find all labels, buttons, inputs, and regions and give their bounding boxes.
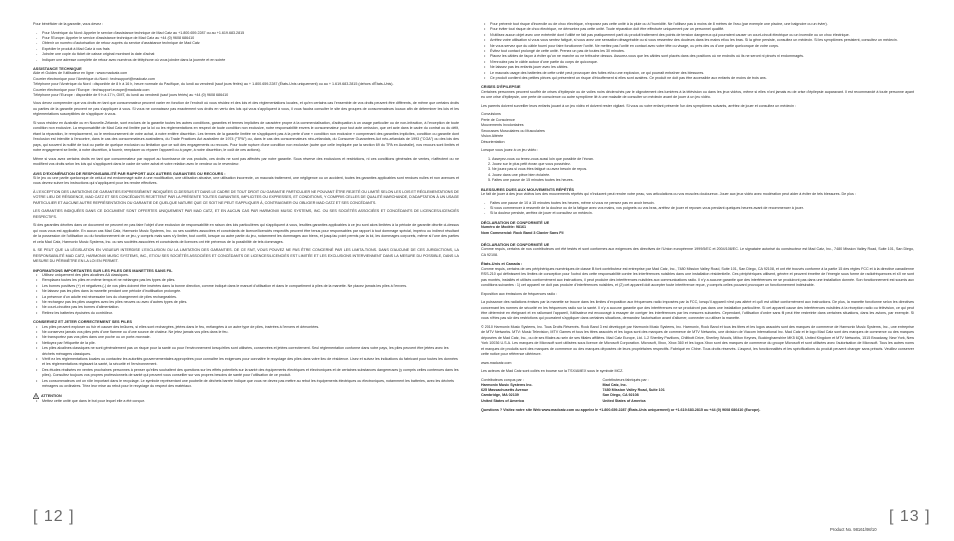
assist-line: Courrier électronique pour l'Europe : techsupport.europe@madcatz.com <box>33 87 150 92</box>
disclaimer-paragraphs <box>33 176 459 264</box>
epilepsy-paragraphs <box>481 90 914 109</box>
questions-line: Questions ? Visitez notre site Web www.madcatz.com ou appelez le +1.800.659.2287 (États-Unis uniquement) or +1.619.683.2815 ou +44 (0) 9608 686410 (Europe). <box>481 407 761 412</box>
list-item: • Évitez tout contact prolongé de cette unité. Prenez un pas de toutes les 30 minutes. <box>490 49 914 54</box>
rsi-list <box>481 201 914 217</box>
epilepsy-title: CRISES D'ÉPILEPSIE <box>481 84 521 90</box>
address-line: 625 Massachusetts Avenue <box>481 388 529 393</box>
list-item: • Ne court-circuitez pas les bornes d'alimentation. <box>42 305 459 310</box>
list-item: • Vérifi ez les réglementations locales ou contactez les autorités gouvernementales appropriées pour connaître les exigences pour connaître le recyclage des piles dans votre lieu de résidence. Lisez et suivez les indications du fabricant pour toutes les données et les réglementations régissant la santé, la sécurité et l'environnement. <box>42 357 459 368</box>
list-item: - Obtenir un numéro d'autorisation de retour auprès du service d'assistance technique de Mad Catz <box>42 41 459 46</box>
address-line: United States of America <box>602 398 646 403</box>
battery-storage-list <box>33 325 459 390</box>
address-line: Harmonix Music Systems Inc. <box>481 383 533 388</box>
symptom-item: Mouvements Involontaires <box>481 123 524 128</box>
paragraph: Même si vous avez certains droits en tant que consommateur par rapport au fournisseur de vos produits, ces droits ne sont pas affectés par notre garantie. Sous réserve des exclusions et restrictions, ni ces conditions générales de ventes, n'affectent ou ne modifient vos droits selon les lois qui s'appliquent dans le cadre de votre achat et votre relation avec le vendeur ou le revendeur. <box>33 156 459 166</box>
list-item: 1. Asseyez-vous ou tenez-vous aussi loin que possible de l'écran. <box>492 157 914 162</box>
list-item: • Placez les câbles de façon à éviter qu'on ne marche ou ne trébuche dessus. Assurez-vous que les câbles sont placés dans des positions où ne endroits où ils ne seront ni pincés ni endommagés. <box>490 54 914 59</box>
list-item: • Arrêtez votre utilisation si vous vous sentez fatigué, si vous avez une sensation désagréable ou si vous ressentez des douleurs dans les mains et/ou les bras. Si la gêne persiste, consultez un médecin. Si les symptômes persistent, consultez un médecin. <box>490 38 914 43</box>
consumer-rights-paragraphs <box>33 101 459 167</box>
declaration-line: Numéro de Modèle: 98161 <box>481 225 527 230</box>
list-item: • Ne conservez jamais vos piles près d'une flamme ou d'une source de chaleur. Ne jetez jamais vos piles dans le feu. <box>42 330 459 335</box>
warranty-intro: Pour bénéficier de la garantie, vous devez : <box>33 22 104 26</box>
assist-line: Téléphone pour l'Amérique du Nord : disponible de 8 h à 16 h, heure normale du Pacifique, du lundi au vendredi (sauf jours fériés) au + 1.800.659.2287 (États-Unis uniquement) ou au + 1.619.683.2815 (dehors d'États-Unis). <box>33 82 394 87</box>
contributors-designed-title: Contributeurs conçus par : <box>481 377 524 382</box>
paragraph: © 2010 Harmonix Music Systems, Inc. Tous Droits Réservés. Rock Band 3 est développé par Harmonix Music Systems, Inc. Harmonix, Rock Band et tous les titres et les logos associés sont des marques de commerce de Harmonix Music Systems, Inc., une entreprise de MTV Networks. MTV: Music Television, MTV Games et tous les titres associés et les logos sont des marques de commerce de MTV Networks, une division de Viacom International Inc. Mad Catz et le logo Mad Catz sont des marques de commerce ou des marques déposées de Mad Catz, Inc., ou de ses filiales au sein de ses filiales affiliées. Mad Catz Europe, Ltd. 1-2 Sheriley Pavilions, Chiltbott Drive, Sheriley Woods, Milton Keynes, Buckinghamshire MK5 6QB, United Kingdom et MTV Networks, 1515 Broadway, New York, New York 10036 U.S.A. Les marques de Microsoft sont utilisées sous licence de Microsoft Corporation. Microsoft, Xbox, Xbox 360 et les logos Xbox sont des marques de commerce du groupe Microsoft et sont utilisées avec l'autorisation de Microsoft. Tous les autres noms et marques de produits sont des marques de commerce ou des marques déposées de leurs propriétaires respectifs. Fabriqué en Chine. Tous droits réservés. L'aspect, les fonctionnalités et les spécifications du produit peuvent changer sans préavis. Veuillez conserver cette notice pour référence ultérieure. <box>481 325 914 357</box>
list-item: • Ne rechargez pas les piles usagées avec les piles neuves ou avec d'autres types de piles. <box>42 300 459 305</box>
assist-lines <box>33 71 459 98</box>
battery-usage-list <box>33 273 459 316</box>
paragraph: Si le jeu ou une partie quelconque de celui-ci est endommagé suite à une modification, une utilisation abusive, une utilisation incorrecte, un mauvais traitement, une négligence ou un accident, toutes les garanties applicables sont rendues nulles et non avenues et vous devrez suivre les instructions qui s'appliquent pour les rendre effectives. <box>33 175 459 186</box>
list-item: • Les piles alcalines classiques ne sont généralement pas un risque pour la santé ou pour l'environnement lorsqu'elles sont utilisées, conservées et jetées correctement. Seul réglementation conforme dans votre pays, les piles peuvent être jetées avec les déchets ménagers classiques. <box>42 346 459 357</box>
eu-declaration-title-2: DÉCLARATION DE CONFORMITÉ UE <box>481 241 550 247</box>
list-item: • Les bornes positives (+) et négatives (-) de vos piles doivent être insérées dans la bonne direction, comme indiqué dans le manuel d'utilisation et dans le compartiment à piles de la manette. Ne placez jamais les piles à l'envers. <box>42 284 459 289</box>
list-item: 3. Ne jouez pas si vous êtes fatigué ou avez besoin de repos. <box>492 167 914 172</box>
assist-line: Téléphone pour l'Europe : disponible de 9 h à 17 h, GMT, du lundi au vendredi (sauf jours fériés) au +44 (0) 9608 686410 <box>33 93 229 98</box>
paragraph: À L'EXCEPTION DES LIMITATIONS DE GARANTIES EXPRESSÉMENT INDIQUÉES CI-DESSUS ET DANS LE CADRE DE TOUT DROIT OU GARANTIE PARTICULIER NE POUVANT ÊTRE REJETÉ OU LIMITÉ SELON LES LOIS ET RÉGLEMENTATIONS DE VOTRE LIEU DE RÉSIDENCE, MAD CATZ ET SES CONCÉDANTS REJETTENT PAR LA PRÉSENTE TOUTES GARANTIES, IMPLICITES OU EXPRESSES, ET CONDITIONS, Y COMPRIS CELLES DE QUALITÉ MARCHANDE, D'ADAPTATION À UN USAGE PARTICULIER ET AUCUNE AUTRE REPRÉSENTATION OU GARANTIE DE QUELQUE NATURE QUE CE SOIT NE PEUT S'APPLIQUER À, CONTRAIGNER OU OBLIGER MAD CATZ ET SES CONCÉDANTS. <box>33 189 459 205</box>
list-item: • N'enroulez pas le câble autour d'une partie du corps de quiconque. <box>490 60 914 65</box>
playing-intro: Lorsque vous jouez à un jeu vidéo : <box>481 147 539 152</box>
paragraph: Certaines personnes peuvent souffrir de crises d'épilepsie ou de voiles noirs déclenchés par le clignotement des lumières à la télévision ou dans les jeux vidéos, même si elles n'ont jamais eu de crise d'épilepsie auparavant. Il est recommandé à toute personne ayant eu une crise d'épilepsie, une perte de conscience ou autre symptôme lié à une maladie de consulter un médecin avant de jouer à un jeu vidéo. <box>481 89 914 100</box>
disclaimer-title: AVIS D'EXONÉRATION DE RESPONSABILITÉ PAR RAPPORT AUX AUTRES GARANTIES OU RECOURS : <box>33 170 226 176</box>
list-item: 4. Jouez dans une pièce bien éclairée. <box>492 173 914 178</box>
symptom-item: Perte de Conscience <box>481 117 515 122</box>
assist-title: ASSISTANCE TECHNIQUE <box>33 66 82 72</box>
eu-declaration-title: DÉCLARATION DE CONFORMITÉ UE <box>481 219 550 225</box>
list-item: • Ne laissez pas les piles dans la manette pendant une période d'inutilisation prolongée. <box>42 289 459 294</box>
eu-declaration-lines <box>481 225 914 236</box>
contributors-made-title: Contributeurs fabriqués par : <box>602 377 649 382</box>
list-item: • Ce produit contient des petites pièces qui présentent un risque d'étouffement si elles sont avalées. Ce produit ne doit pas être accessible aux enfants de moins de trois ans. <box>490 76 914 81</box>
paragraph: Vous devez comprendre que vos droits en tant que consommateur peuvent varier en fonction de l'endroit où vous résidez et des lois et des réglementations locales, et qu'en certains cas l'ensemble de vos droits peuvent être différents, de même que certains droits ou parties de la garantie peuvent ne pas s'appliquer à vous. Si vous ne connaissez pas exactement vos droits en vertu des lois qui vous s'appliquent à vous, il vous faudra consulter le site des groupes de consommateurs locaux afin de déterminer les lois et les réglementations susceptibles de s'appliquer à vous. <box>33 101 459 117</box>
list-item: • Le mauvais usage des batteries de cette unité peut provoquer des fuites et/ou une explosion, ce qui pourrait entraîner des blessures. <box>490 71 914 76</box>
page-left <box>33 22 459 522</box>
playing-tips-list <box>481 157 914 184</box>
designer-address <box>481 383 533 404</box>
declaration-line: Nom Commercial: Rock Band 3 Clavier Sans Fil <box>481 230 564 235</box>
contributors <box>481 378 914 404</box>
list-item: - Indiquer une adresse complète de retour avec numéros de téléphone où vous joindre dans la journée et en soirée <box>42 58 459 63</box>
battery-info-title: INFORMATIONS IMPORTANTES SUR LES PILES DES MANETTES SANS FIL <box>33 267 173 273</box>
list-item: • Utilisez uniquement des piles alcalines AA classiques. <box>42 273 459 278</box>
paragraph: IL SE PEUT QUE LA LÉGISLATION EN VIGUEUR INTERDISE L'EXCLUSION OU LA LIMITATION DES GARANTIES. DE CE FAIT, VOUS POUVEZ NE PAS ÊTRE CONCERNÉ PAR LES LIMITA-TIONS. DANS D'AUCUNE DE CES JURIDICTIONS, LA RESPONSABILITÉ MAD CATZ, HARMONIX MUSIC SYSTEMS, INC., ET/OU SES SOCIÉTÉS ASSOCIÉES ET CONCÉDANTS DE LICENCES/LICENCIÉS EST LIMITÉE ET LES EXCLUSIONS INTERVIENNENT DANS LA MESURE DU POSSIBLE, DANS LA MESURE DU PÉRIMÈTRE EN LA LOI EN PERMET. <box>33 248 459 263</box>
list-item: • Nettoyez par l'étiquette de la pile. <box>42 341 459 346</box>
paragraph: Si des garanties décrites dans ce document ne peuvent en pas faire l'objet d'une exclusion de responsabilité en raison des lois particulières qui s'appliquent à vous, lesdites garanties applicables à ce jeu sont alors limitées à la période de garantie décrite ci-dessus qui vous vous est applicable. En aucun cas Mad Catz, Harmonix Music Systems, Inc. ou ses sociétés associées et concédants de licence/licenciés respectifs peuvent être tenus pour responsables par rapport à tout dommage spécial, imprévu ou indirect résultant de la possession de l'utilisation ou du fonctionnement de ce jeu, y compris mais sans s'y limiter, tout conflit, lorsque ou autre partie du jeu, notamment les dommages aux biens, et jusqu'au point permis par la loi, les dommages corporels, même si l'une des parties et cela Mad Catz, Harmonix Music Systems, Inc. ou ses sociétés associées et concédants de licences ont été prévenus de la possibilité de tels dommages. <box>33 223 459 244</box>
safety-list <box>481 22 914 81</box>
list-item: - Joindre une copie du ticket de caisse original montrant la date d'achat <box>42 52 459 57</box>
list-item: • Des études réalisées en ventes prochaines personnes à penser qu'elles souhaitent des questions sur les effets potentiels sur la santé des équipements électriques et électroniques et de certaines substances dangereuses (y compris celles contenues dans les piles). Consultez toujours vos propres professionnels de santé qui peuvent vous conseiller sur vos propres besoins de santé pour l'utilisation de ce produit. <box>42 368 459 379</box>
address-line: Cambridge, MA 02139 <box>481 393 519 398</box>
address-line: San Diego, CA 92108 <box>602 393 639 398</box>
list-item: - Si vous commencer à ressentir de la douleur ou de la fatigue avec vos mains, vos poignets ou vos bras, arrêtez de jouer et reposer-vous pendant quelques heures avant de recommencer à jouer. <box>490 206 914 211</box>
eu-declaration-text: Comme requis, certains de nos contributeurs ont été testés et sont conformes aux exigences des directives de l'Union européenne 1999/5/EC et 2004/108/EC. Le signataire autorisé du constructeur est Mad Catz, Inc., 7480 Mission Valley Road, Suite 101, San Diego, CA 92108. <box>481 247 914 257</box>
list-item: 2. Jouez sur le plus petit écran que vous possédez. <box>492 162 914 167</box>
contributors-made <box>603 378 665 404</box>
list-item: • Ne transportez pas vos piles dans une poche ou un porte-monnaie. <box>42 335 459 340</box>
list-item: • Les consommateurs ont un rôle important dans le recyclage. Le symbole représentant une poubelle de déchets barrée indique que vous ne devez pas mettre au rebut les équipements électriques ou électroniques, notamment les batteries, avec les déchets ménagers ou ordinaires. Triez leur mise au rebut pour le recyclage du respect des matériaux. <box>42 379 459 390</box>
paragraph: Comme requis, certains de ces périphériques numériques de classe B font contributeur est entreprise par Mad Catz, Inc., 7480 Mission Valley Road, Suite 101, San Diego, CA 92108, et ont été trouvés conforme à la partie 15 des règles FCC et à la directive canadienne RSS-210 qui définissent les limites de conception pour l'octroi des cette responsabilité contre les interférences nuisibles dans une installation résidentielle. Ces périphériques utilisent, génère et peuvent émettre de l'énergie sous forme de radiofréquences et s'il ne sont pas montés, installés et utilisés conformément aux instructions, il peut produire des interférences nuisibles aux communications radio. Il n'y a aucune garantie que des interférences ne se produiront pas dans une installation donnée. Son fonctionnement est soumis aux conditions suivantes : 1) cet appareil ne doit pas produire d'interférences nuisibles, et (2) cet appareil doit accepter toute interférence reçue, y compris celles pouvant provoquer un fonctionnement indésirable. <box>481 266 914 287</box>
list-item: - Faites une pause de 10 à 15 minutes toutes les heures, même si vous ne pensez pas en avoir besoin. <box>490 201 914 206</box>
symptom-item: Vision Altérée <box>481 134 504 139</box>
paragraph: Les parents doivent surveiller leurs enfants jouant à un jeu vidéo et doivent rester vigilant. Si vous ou votre enfant présente l'un des symptômes suivants, arrêtez de jouer et consultez un médecin : <box>481 103 797 108</box>
list-item: • Retirez les batteries épuisées du contrôleur. <box>42 311 459 316</box>
symptom-item: Secousses Musculaires ou Musculaires <box>481 128 545 133</box>
assist-line: Courrier électronique pour l'Amérique du Nord : techsupport@madcatz.com <box>33 76 155 81</box>
manufacturer-address <box>603 383 665 404</box>
list-item: • N'utilisez aucun objet avec une extrémité dont l'utilité ne fait pas pratiquement parti du produit traitement des points de tension dangereux qui pourraient causer un court-circuit électrique ou un incendie ou un choc électrique. <box>490 33 914 38</box>
symptom-item: Convulsions <box>481 112 501 117</box>
list-item: - Pour l'Amérique du Nord: Appeler le service d'assistance technique de Mad Catz au +1.800.659.2287 ou au +1.619.683.2815 <box>42 31 459 36</box>
list-item: 5. Faites une pause de 15 minutes toutes les heures. <box>492 178 914 183</box>
address-line: United States of America <box>481 398 525 403</box>
contributors-designed <box>481 378 533 404</box>
warranty-steps-list <box>33 31 459 63</box>
address-line: Mad Catz, Inc. <box>602 383 627 388</box>
symptoms-list <box>481 112 914 144</box>
page-right <box>481 22 914 522</box>
paragraph: Si vous résidez en Australie ou en Nouvelle-Zélande, sont exclues de la garantie toutes les autres conditions, garanties et termes implicites de caractère propre à la commercialisation, d'adéquation à un usage particulier ou de non-infraction, à l'exception de toute condition non exclusive. La responsabilité de Mad Catz est limitée par la loi ou les réglementations en respect de toute condition non exclusive, notre responsabilité envers le consommateur pour tout acte omission, que cet acte dans le cadre du contrat ou du délit, étant la réparation, le remplacement, ou le remboursement de votre achat, à notre entière discrétion. Les termes de la garantie limitée ne s'appliquent pas à la perte d'une « condition non exclusive » comprenant des garanties implicites, condition ou garantie dont l'exclusion est interdite à l'encontre, dans le cas des consommateurs australiens, du Trade Practices Act australien de 1974 ("TPA") ou, dans le cas des consommateurs néo-zélandais, du Consumer Guarantees Act néo-zélandais de 1993 ("CGA") ou des lois des pays, qui souvent la nullité de tout ou partie de quelque exclusion ou limitation que ce soit des engagements ou recours. Pour toute rupture d'une condition non exclusive (autre que celle impliquée par la section 69 du TPA en Australie), nos recours sont limités et notre engagement se limite, à notre discrétion, à fournir, remplacer ou réparer l'appareil ou à payer, à notre discrétion, le coût de ces actions). <box>33 120 459 152</box>
page-number-right: [ 13 ] <box>889 508 931 525</box>
paragraph: La puissance des radiations émises par la manette se trouve dans les limites d'exposition aux fréquences radio imposées par la FCC, lorsqu'il appareil n'est pas altéré et qu'il est utilisé conformément aux instructions. De plus, la manette fonctionne selon les directives concernant les normes de sécurité en les fréquences radio sur la santé. Il n'y a aucune garantie que des interférences ne se produiront pas dans une installation particulière. Si cet appareil cause des interférences nuisibles à la réception radio ou télévision, ce qui peut être déterminé en éteignant et en rallumant l'appareil, l'utilisateur est encouragé à essayer de corriger les interférences par les mesures suivantes. Cependant, l'utilisation d'ordre sans fil peut être restreinte dans certaines situations, dans les avions, par exemple. Si vous n'êtes pas sûr des restrictions qui pourraient s'appliquer dans certaines situations, demandez l'autorisation avant d'allumer, connecter ou utiliser la manette. <box>481 300 914 321</box>
product-number: Product No. 98161/98/10 <box>830 527 877 532</box>
paragraph: Les acteurs de Mad Catz sont collés en bourse sur la TSX/AMEX sous le symbole MCZ. <box>481 369 624 374</box>
list-item: • Ne vous servez que du câble fourni pour faire fonctionner l'unité. Ne mettez pas l'unité en contact avec votre tête ou visage, ou près des os d'une partie quelconque de votre corps. <box>490 44 914 49</box>
list-item: - Pour l'Europe: Appeler le service d'assistance technique de Mad Catz au +44 (0) 9608 686410 <box>42 36 459 41</box>
list-item: • Pour éviter tout risque de choc électrique, ne démontez pas cette unité. Toute réparation doit être effectuée uniquement par un personnel qualifié. <box>490 27 914 32</box>
list-item: - Si la douleur persiste, arrêtez de jouer et consultez un médecin. <box>490 211 914 216</box>
paragraph: Exposition aux émissions de fréquences radio : <box>481 291 558 296</box>
us-canada-paragraphs <box>481 267 914 375</box>
page-number-left: [ 12 ] <box>33 508 75 525</box>
attention-text: • Mettez cette unité que dans le but pour lequel elle a été conçue. <box>42 399 459 404</box>
us-canada-title: États-Unis et Canada : <box>481 261 523 267</box>
paragraph: www.madcatz.com <box>481 360 512 365</box>
battery-storage-title: CONSERVEZ ET JETER CORRECTEMENT SES PILES <box>33 319 132 325</box>
address-line: 7480 Mission Valley Road, Suite 101 <box>602 388 665 393</box>
rsi-title: BLESSURES DUES AUX MOUVEMENTS RÉPÉTÉS <box>481 186 575 192</box>
list-item: • Les piles peuvent exploser ou fuir et causer des brûlures, si elles sont rechargées, jetées dans le feu, mélangées à un autre type de piles, insérées à l'envers et démontées. <box>42 325 459 330</box>
assist-line: Aide et Guides de l'utilisateur en ligne : www.madcatz.com <box>33 71 128 76</box>
rsi-text: Le fait de jouer à des jeux vidéos lors des mouvements répétés qui n'inducent peut rendre votre peau, vos articulations ou vos muscles douloureux. Jouer aux jeux vidéo avec modération peut aider à éviter de tels blessures. De plus : <box>481 191 856 196</box>
list-item: • Ne laissez pas les enfants jouer avec les câbles. <box>490 65 914 70</box>
paragraph: LES GARANTIES INDIQUÉES DANS CE DOCUMENT SONT OFFERTES UNIQUEMENT PAR MAD CATZ, ET EN AUCUN CAS PAR HARMONIX MUSIC SYSTEMS, INC. OU SES SOCIÉTÉS ASSOCIÉES ET CONCÉDANTS DE LICENCES/LICENCIÉS RESPECTIFS. <box>33 209 459 219</box>
attention-label: ATTENTION <box>41 393 62 398</box>
list-item: • Remplacez toutes les piles en même temps et ne mélangez pas les types de piles. <box>42 278 459 283</box>
list-item: • Pour prévenir tout risque d'incendie ou de choc électrique, n'exposez pas cette unité à la pluie ou à l'humidité. Ne l'utilisez pas à moins de 8 mètres de l'eau (par exemple une piscine, une baignoire ou un évier). <box>490 22 914 27</box>
list-item: • La présence d'un adulte est nécessaire lors du changement de piles rechargeables. <box>42 295 459 300</box>
attention-list <box>33 399 459 404</box>
list-item: - Expédier le produit à Mad Catz à vos frais <box>42 47 459 52</box>
symptom-item: Désorientation <box>481 139 505 144</box>
